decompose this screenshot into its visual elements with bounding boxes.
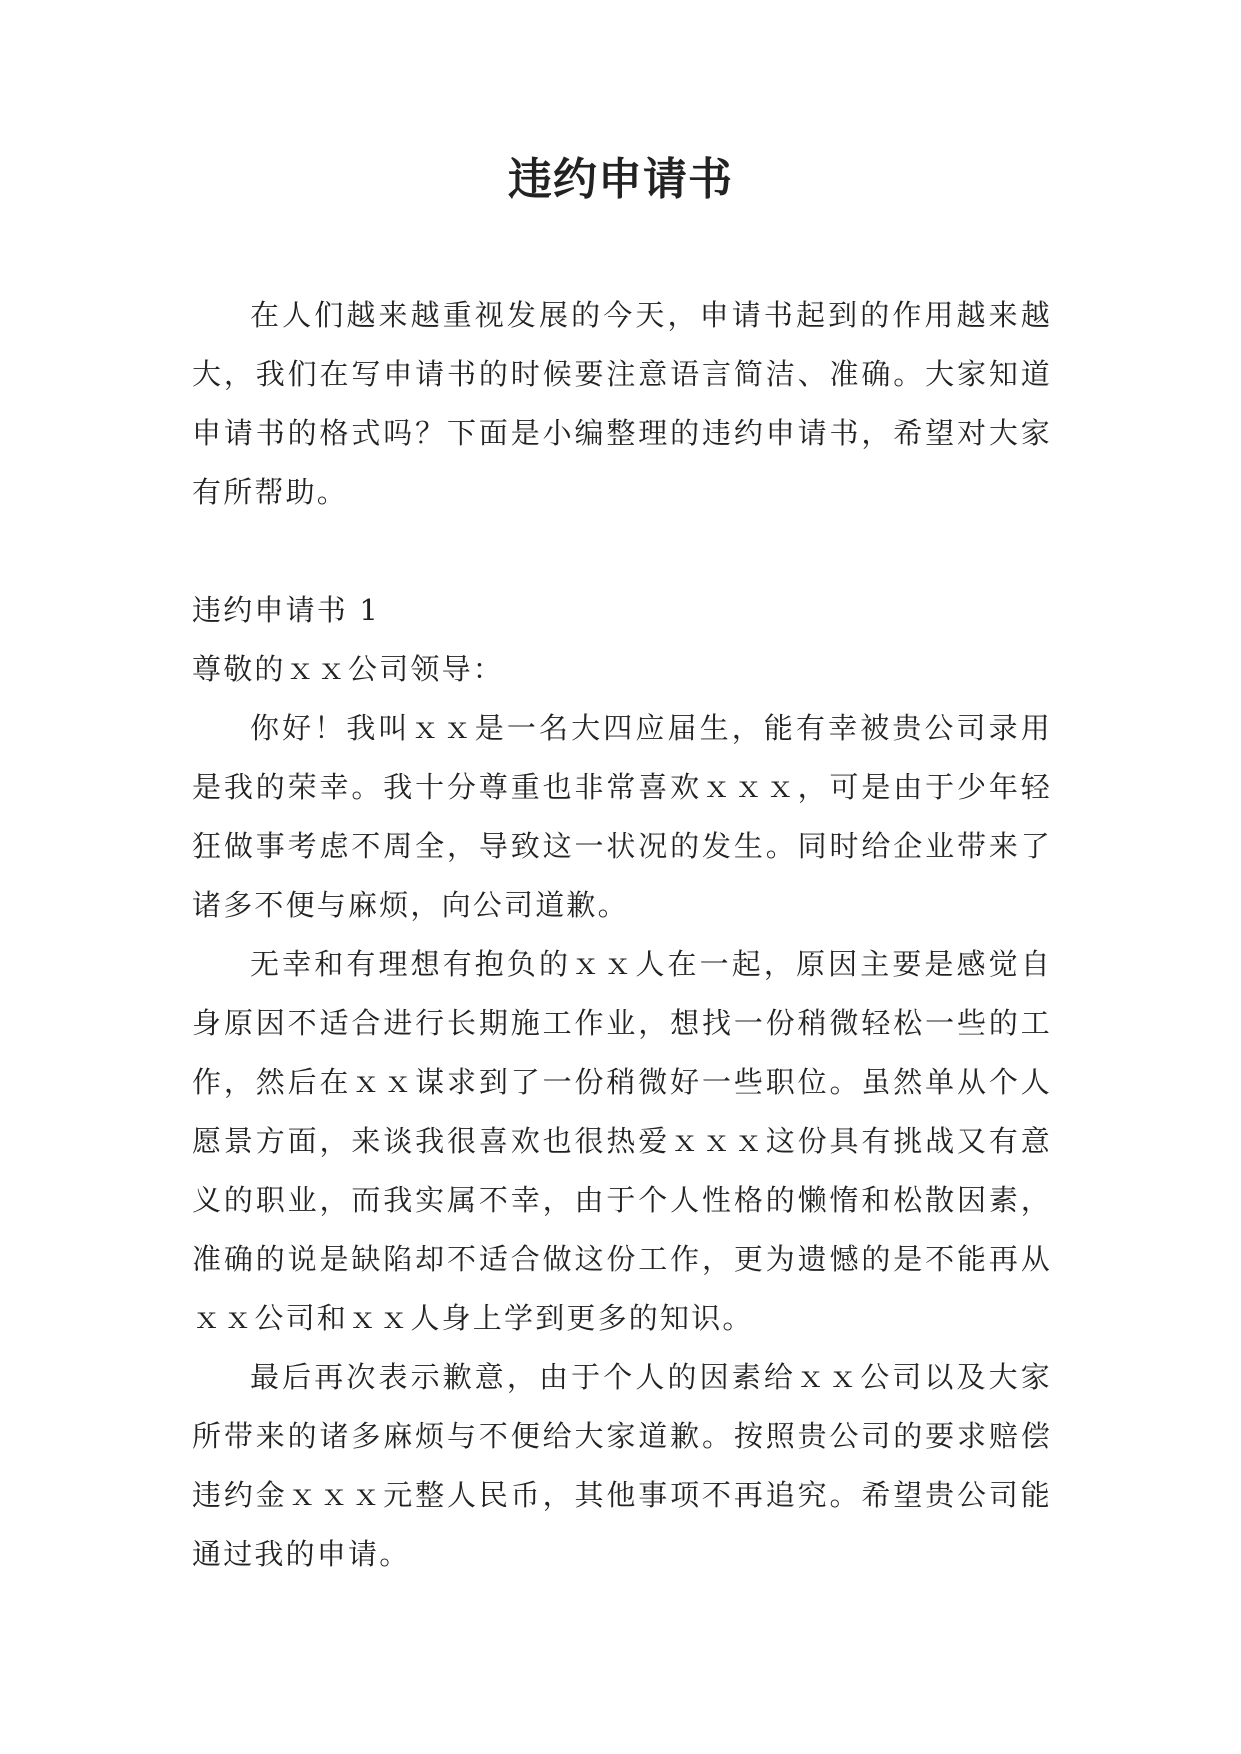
body-paragraph-1: 你好！我叫ｘｘ是一名大四应届生，能有幸被贵公司录用是我的荣幸。我十分尊重也非常喜欢ｘｘｘ，可是由于少年轻狂做事考虑不周全，导致这一状况的发生。同时给企业带来了诸多不便与麻烦，向公司道歉。 — [192, 711, 1052, 922]
salutation: 尊敬的ｘｘ公司领导： — [192, 652, 505, 686]
body-paragraph-2: 无幸和有理想有抱负的ｘｘ人在一起，原因主要是感觉自身原因不适合进行长期施工作业，想找一份稍微轻松一些的工作，然后在ｘｘ谋求到了一份稍微好一些职位。虽然单从个人愿景方面，来谈我很喜欢也很热爱ｘｘｘ这份具有挑战又有意义的职业，而我实属不幸，由于个人性格的懒惰和松散因素，准确的说是缺陷却不适合做这份工作，更为遗憾的是不能再从ｘｘ公司和ｘｘ人身上学到更多的知识。 — [192, 947, 1052, 1335]
intro-paragraph: 在人们越来越重视发展的今天，申请书起到的作用越来越大，我们在写申请书的时候要注意语言简洁、准确。大家知道申请书的格式吗？下面是小编整理的违约申请书，希望对大家有所帮助。 — [192, 298, 1052, 509]
section-heading: 违约申请书 1 — [192, 593, 381, 627]
document-body — [192, 286, 1052, 1584]
body-paragraph-3: 最后再次表示歉意，由于个人的因素给ｘｘ公司以及大家所带来的诸多麻烦与不便给大家道歉。按照贵公司的要求赔偿违约金ｘｘｘ元整人民币，其他事项不再追究。希望贵公司能通过我的申请。 — [192, 1360, 1052, 1571]
document-title: 违约申请书 — [508, 154, 733, 205]
